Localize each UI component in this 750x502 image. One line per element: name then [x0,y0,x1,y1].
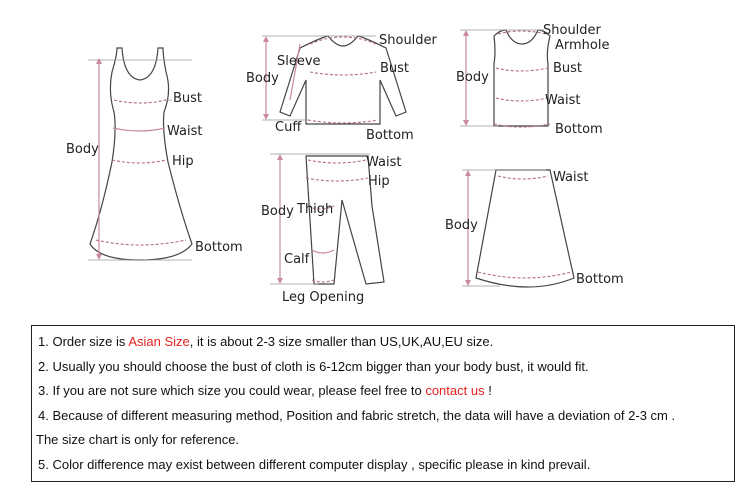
dress-waist-label: Waist [167,124,203,139]
top-cuff-label: Cuff [275,120,302,135]
asian-size-highlight: Asian Size [128,334,190,349]
skirt-illustration [445,170,624,287]
size-notes-box [31,325,735,482]
pants-thigh-label: Thigh [297,202,334,217]
note-3 [38,383,492,398]
note-1-text-end: , it is about 2-3 size smaller than US,UK,AU,EU size. [189,334,494,349]
note-3-text-end: ! [484,383,492,398]
dress-bottom-label: Bottom [195,240,243,255]
top-bust-label: Bust [380,61,410,76]
tank-waist-label: Waist [545,93,581,108]
top-bottom-label: Bottom [366,128,414,143]
contact-us-link[interactable]: contact us [425,383,485,398]
note-4-continued: The size chart is only for reference. [36,432,240,447]
note-3-text: 3. If you are not sure which size you could wear, please feel free to [38,383,426,398]
dress-body-label: Body [66,142,99,157]
long-sleeve-top-illustration [246,33,438,143]
top-body-label: Body [246,71,279,86]
dress-hip-label: Hip [172,154,194,169]
dress-bust-label: Bust [173,91,203,106]
note-1 [38,334,493,349]
pants-waist-label: Waist [366,155,402,170]
tank-bottom-label: Bottom [555,122,603,137]
tank-armhole-label: Armhole [555,38,610,53]
top-sleeve-label: Sleeve [277,54,321,69]
tank-bust-label: Bust [553,61,583,76]
pants-calf-label: Calf [284,252,310,267]
skirt-waist-label: Waist [553,170,589,185]
note-4: 4. Because of different measuring method, Position and fabric stretch, the data will have a deviation of 2-3 cm . [38,408,676,423]
tank-body-label: Body [456,70,489,85]
pants-leg-opening-label: Leg Opening [282,290,365,305]
note-2: 2. Usually you should choose the bust of cloth is 6-12cm bigger than your body bust, it would fit. [38,359,589,374]
note-5: 5. Color difference may exist between different computer display , specific please in kind prevail. [38,457,591,472]
pants-body-label: Body [261,204,294,219]
top-shoulder-label: Shoulder [379,33,437,48]
pants-hip-label: Hip [368,174,390,189]
skirt-bottom-label: Bottom [576,272,624,287]
tank-top-illustration [456,23,609,137]
skirt-body-label: Body [445,218,478,233]
note-1-text: 1. Order size is [38,334,129,349]
dress-illustration [66,48,243,260]
pants-illustration [261,154,401,305]
tank-shoulder-label: Shoulder [543,23,601,38]
